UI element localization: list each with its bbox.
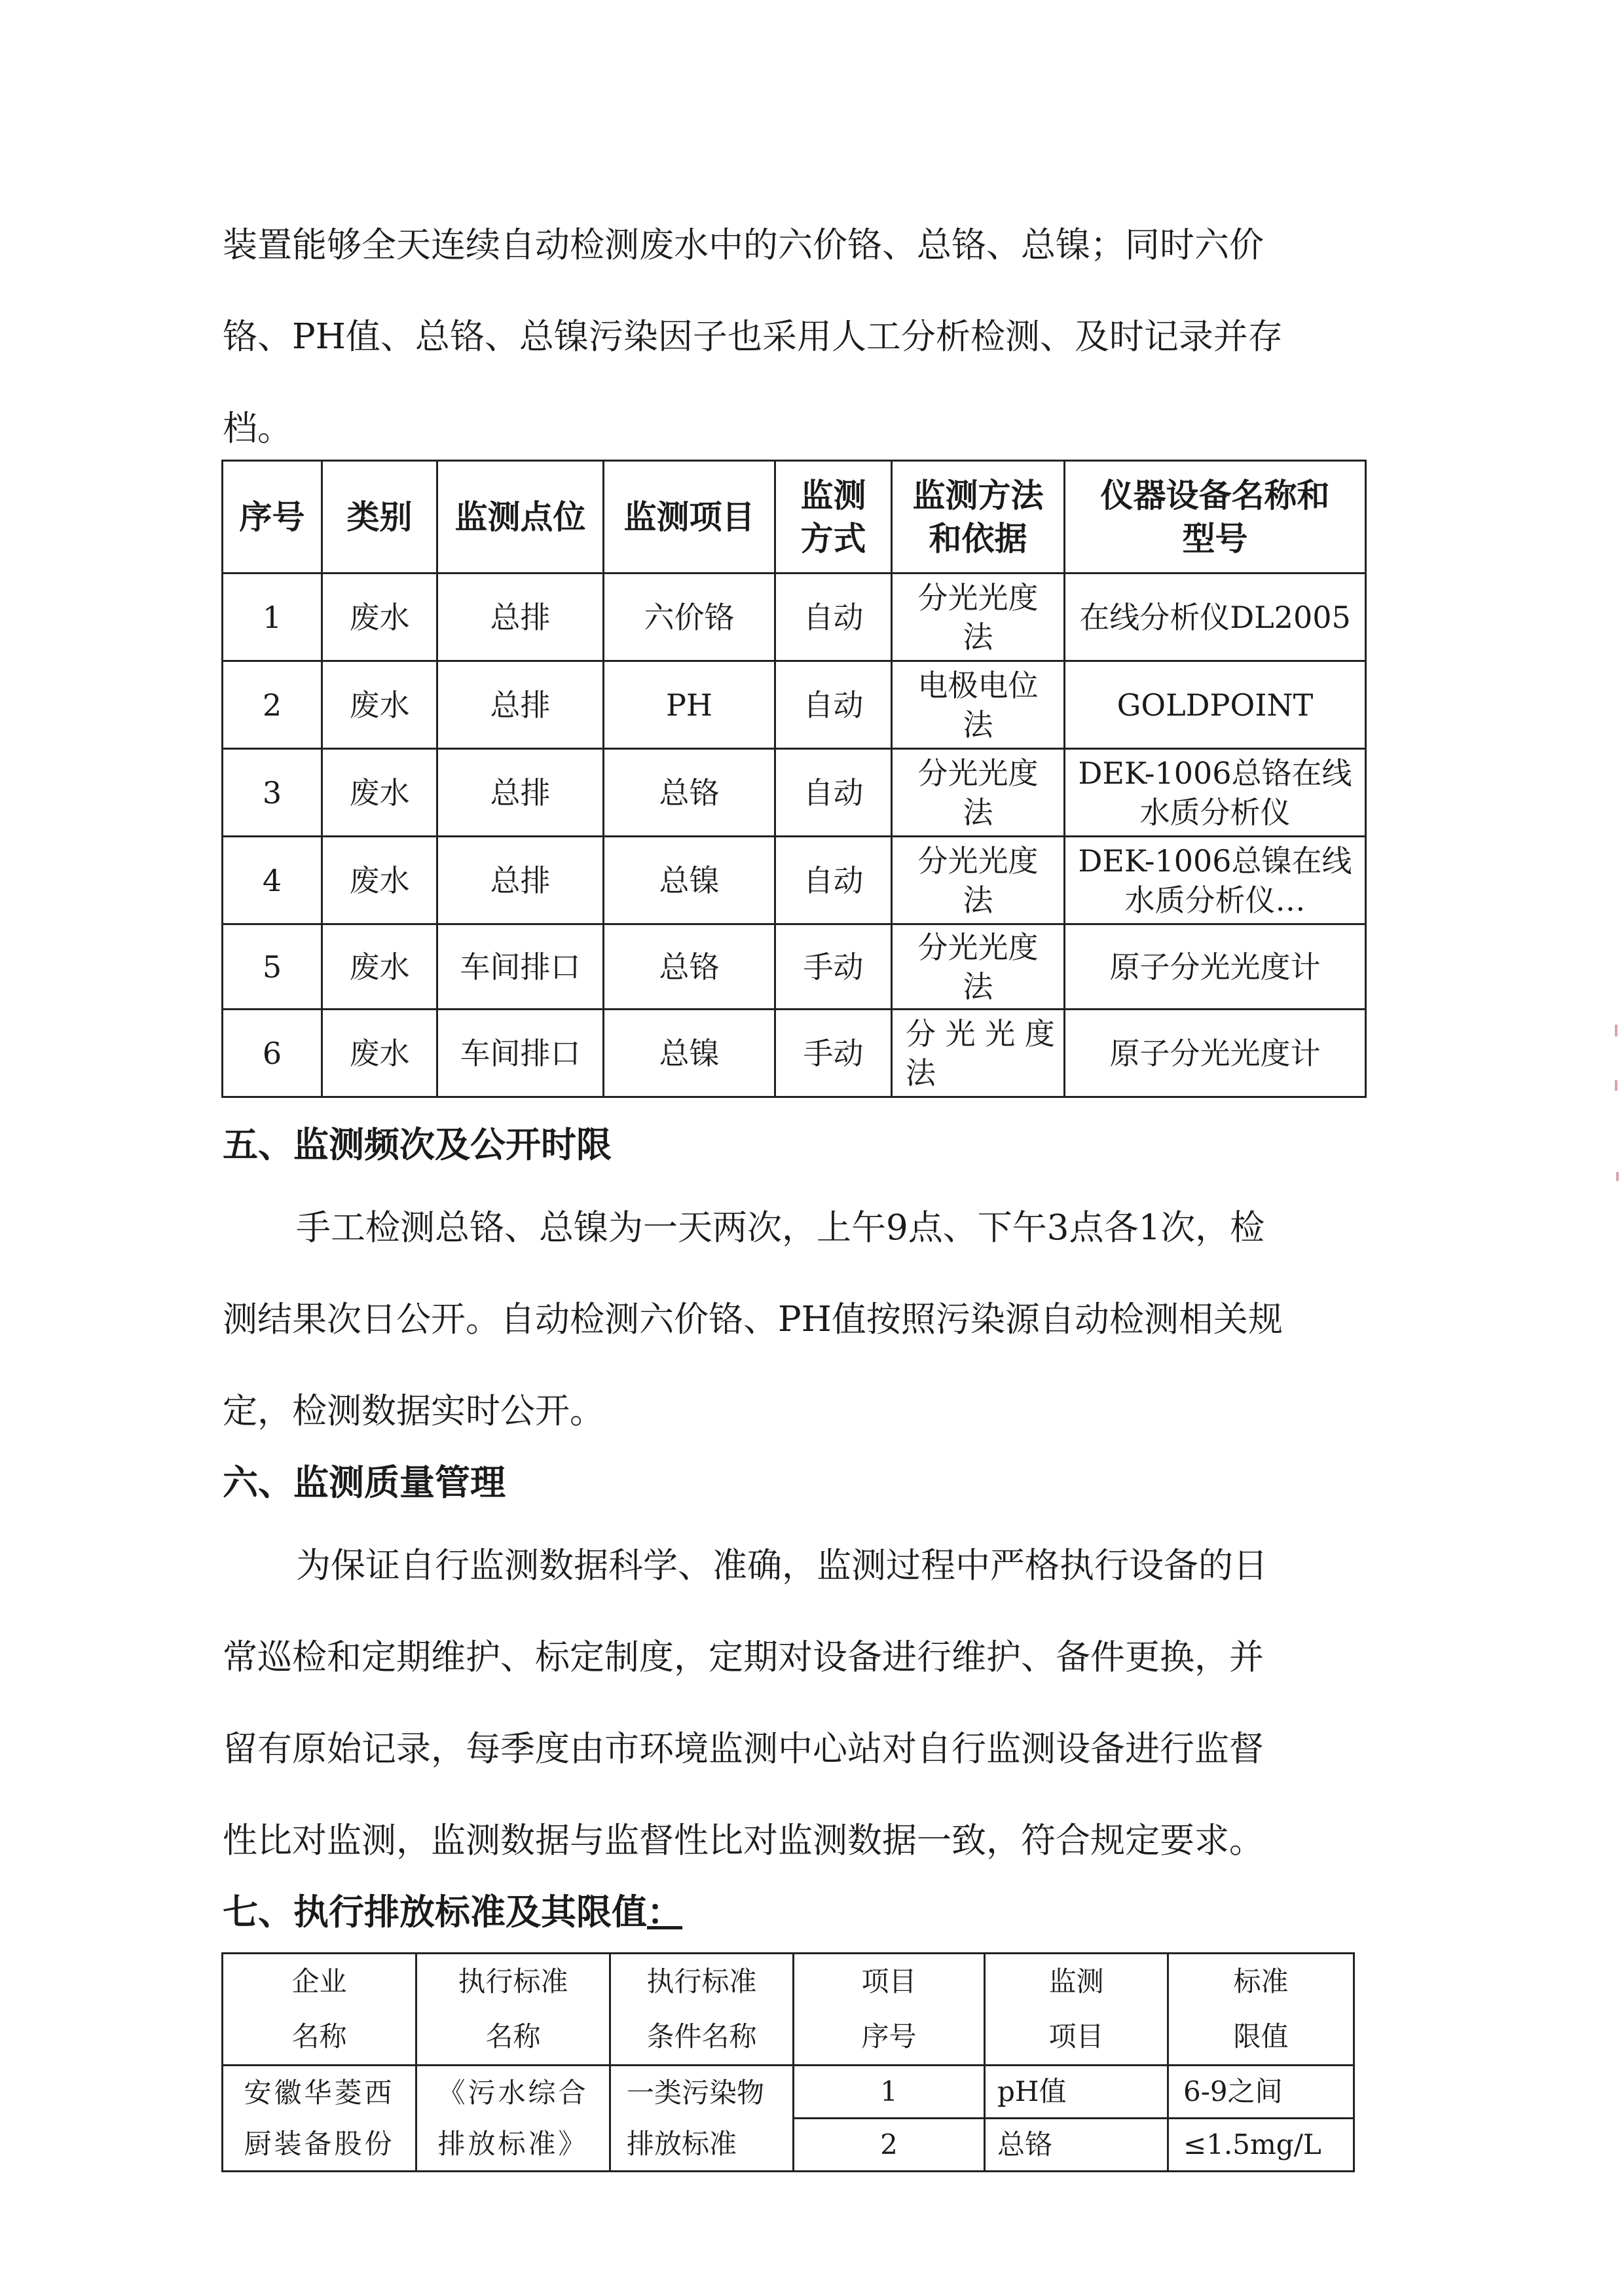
cell-equipment bbox=[1065, 574, 1366, 661]
cell-mode: 手动 bbox=[775, 924, 892, 1010]
cell-mode: 手动 bbox=[775, 1010, 892, 1097]
equipment-line: DEK-1006总铬在线 bbox=[1078, 755, 1352, 791]
table-row bbox=[223, 837, 1366, 924]
method-line: 法 bbox=[963, 794, 993, 830]
section-5-paragraph bbox=[223, 1182, 1435, 1457]
equipment-line: 在线分析仪DL2005 bbox=[1079, 599, 1351, 635]
standard-line: 《污水综合 bbox=[437, 2076, 589, 2109]
cell-mode: 自动 bbox=[775, 837, 892, 924]
section-6-line: 常巡检和定期维护、标定制度，定期对设备进行维护、备件更换，并 bbox=[223, 1637, 1264, 1677]
table-row bbox=[223, 661, 1366, 749]
header-limit-line: 限值 bbox=[1233, 2020, 1289, 2052]
cell-no: 5 bbox=[223, 924, 322, 1010]
cell-mode: 自动 bbox=[775, 749, 892, 837]
cell-point: 总排 bbox=[437, 574, 604, 661]
cell-point: 总排 bbox=[437, 749, 604, 837]
method-line: 分光光度 bbox=[917, 755, 1039, 791]
header-condition-line: 条件名称 bbox=[646, 2020, 757, 2052]
cell-method bbox=[892, 837, 1065, 924]
cell-mode: 自动 bbox=[775, 574, 892, 661]
header-company-line: 名称 bbox=[291, 2020, 347, 2052]
header-item: 监测项目 bbox=[604, 461, 775, 574]
cell-equipment bbox=[1065, 661, 1366, 749]
company-line: 安徽华菱西 bbox=[244, 2076, 395, 2109]
standard-table bbox=[221, 1952, 1355, 2172]
cell-company bbox=[223, 2066, 416, 2172]
section-5-line: 定，检测数据实时公开。 bbox=[223, 1391, 604, 1431]
header-point: 监测点位 bbox=[437, 461, 604, 574]
header-method-line: 监测方法 bbox=[912, 475, 1044, 515]
cell-item: 总铬 bbox=[985, 2119, 1168, 2172]
cell-no: 4 bbox=[223, 837, 322, 924]
method-line: 电极电位 bbox=[917, 667, 1039, 703]
cell-standard bbox=[416, 2066, 610, 2172]
header-limit bbox=[1168, 1954, 1354, 2066]
cell-equipment bbox=[1065, 924, 1366, 1010]
company-line: 厨装备股份 bbox=[244, 2127, 395, 2160]
equipment-line: 水质分析仪… bbox=[1124, 882, 1306, 918]
method-line: 法 bbox=[963, 619, 993, 655]
header-company-line: 企业 bbox=[291, 1965, 347, 1997]
monitoring-table bbox=[221, 460, 1367, 1098]
method-line: 分 光 光 度 bbox=[906, 1015, 1055, 1051]
method-line: 分光光度 bbox=[917, 929, 1039, 965]
method-line: 法 bbox=[963, 968, 993, 1004]
table-row bbox=[223, 574, 1366, 661]
cell-equipment bbox=[1065, 749, 1366, 837]
cell-category: 废水 bbox=[322, 837, 437, 924]
header-standard-line: 名称 bbox=[485, 2020, 541, 2052]
cell-method bbox=[892, 924, 1065, 1010]
table-row bbox=[223, 1010, 1366, 1097]
header-item bbox=[985, 1954, 1168, 2066]
equipment-line: GOLDPOINT bbox=[1116, 687, 1314, 723]
section-5-line: 手工检测总铬、总镍为一天两次，上午9点、下午3点各1次，检 bbox=[296, 1208, 1265, 1248]
cell-equipment bbox=[1065, 1010, 1366, 1097]
cell-point: 总排 bbox=[437, 837, 604, 924]
header-standard bbox=[416, 1954, 610, 2066]
section-6-paragraph bbox=[223, 1520, 1435, 1887]
header-condition bbox=[610, 1954, 794, 2066]
cell-item: 总镍 bbox=[604, 1010, 775, 1097]
scan-mark bbox=[1615, 1025, 1617, 1036]
method-line: 法 bbox=[963, 706, 993, 742]
header-limit-line: 标准 bbox=[1233, 1965, 1289, 1997]
header-item-line: 监测 bbox=[1048, 1965, 1104, 1997]
section-5-title: 五、监测频次及公开时限 bbox=[223, 1123, 612, 1165]
section-6-title: 六、监测质量管理 bbox=[223, 1461, 506, 1503]
cell-seq: 2 bbox=[794, 2119, 985, 2172]
header-method bbox=[892, 461, 1065, 574]
cell-no: 2 bbox=[223, 661, 322, 749]
cell-method bbox=[892, 661, 1065, 749]
method-line: 分光光度 bbox=[917, 579, 1039, 615]
cell-method bbox=[892, 574, 1065, 661]
header-equipment bbox=[1065, 461, 1366, 574]
header-seq bbox=[794, 1954, 985, 2066]
intro-line: 铬、PH值、总铬、总镍污染因子也采用人工分析检测、及时记录并存 bbox=[223, 317, 1283, 357]
condition-line: 排放标准 bbox=[627, 2127, 737, 2160]
cell-no: 3 bbox=[223, 749, 322, 837]
table-row bbox=[223, 2066, 1354, 2119]
method-line: 分光光度 bbox=[917, 843, 1039, 879]
cell-category: 废水 bbox=[322, 661, 437, 749]
cell-seq: 1 bbox=[794, 2066, 985, 2119]
header-mode bbox=[775, 461, 892, 574]
header-company bbox=[223, 1954, 416, 2066]
method-line: 法 bbox=[906, 1055, 936, 1091]
header-no: 序号 bbox=[223, 461, 322, 574]
cell-mode: 自动 bbox=[775, 661, 892, 749]
cell-item: 总镍 bbox=[604, 837, 775, 924]
cell-item: PH bbox=[604, 661, 775, 749]
table-row bbox=[223, 924, 1366, 1010]
section-5-line: 测结果次日公开。自动检测六价铬、PH值按照污染源自动检测相关规 bbox=[223, 1300, 1283, 1339]
cell-condition bbox=[610, 2066, 794, 2172]
section-6-line: 留有原始记录，每季度由市环境监测中心站对自行监测设备进行监督 bbox=[223, 1729, 1264, 1769]
cell-item: pH值 bbox=[985, 2066, 1168, 2119]
scan-mark bbox=[1615, 1080, 1617, 1091]
equipment-line: 原子分光光度计 bbox=[1109, 1035, 1321, 1071]
cell-point: 总排 bbox=[437, 661, 604, 749]
cell-item: 总铬 bbox=[604, 749, 775, 837]
section-7-title-main: 七、执行排放标准及其限值 bbox=[223, 1891, 647, 1933]
equipment-line: 水质分析仪 bbox=[1139, 794, 1291, 830]
header-category: 类别 bbox=[322, 461, 437, 574]
cell-category: 废水 bbox=[322, 924, 437, 1010]
cell-category: 废水 bbox=[322, 749, 437, 837]
cell-no: 1 bbox=[223, 574, 322, 661]
cell-point: 车间排口 bbox=[437, 924, 604, 1010]
cell-no: 6 bbox=[223, 1010, 322, 1097]
method-line: 法 bbox=[963, 882, 993, 918]
header-equipment-line: 仪器设备名称和 bbox=[1100, 475, 1330, 515]
cell-limit: 6-9之间 bbox=[1168, 2066, 1354, 2119]
cell-method bbox=[892, 1010, 1065, 1097]
intro-line: 档。 bbox=[223, 409, 292, 448]
scan-mark bbox=[1616, 1172, 1619, 1181]
header-equipment-line: 型号 bbox=[1182, 519, 1248, 558]
equipment-line: 原子分光光度计 bbox=[1109, 949, 1321, 985]
table-row bbox=[223, 749, 1366, 837]
section-6-line: 性比对监测，监测数据与监督性比对监测数据一致，符合规定要求。 bbox=[223, 1821, 1264, 1861]
header-seq-line: 序号 bbox=[861, 2020, 917, 2052]
header-item-line: 项目 bbox=[1048, 2020, 1104, 2052]
header-mode-line: 方式 bbox=[800, 519, 866, 558]
header-mode-line: 监测 bbox=[800, 475, 866, 515]
header-standard-line: 执行标准 bbox=[458, 1965, 568, 1997]
header-seq-line: 项目 bbox=[861, 1965, 917, 1997]
equipment-line: DEK-1006总镍在线 bbox=[1078, 843, 1352, 879]
cell-item: 总铬 bbox=[604, 924, 775, 1010]
cell-item: 六价铬 bbox=[604, 574, 775, 661]
cell-point: 车间排口 bbox=[437, 1010, 604, 1097]
table-header-row bbox=[223, 1954, 1354, 2066]
header-method-line: 和依据 bbox=[929, 519, 1027, 558]
section-7-title bbox=[223, 1884, 682, 1935]
cell-equipment bbox=[1065, 837, 1366, 924]
cell-category: 废水 bbox=[322, 1010, 437, 1097]
condition-line: 一类污染物 bbox=[627, 2076, 765, 2109]
intro-line: 装置能够全天连续自动检测废水中的六价铬、总铬、总镍；同时六价 bbox=[223, 225, 1264, 265]
section-7-title-tail: ： bbox=[647, 1891, 682, 1933]
table-header-row bbox=[223, 461, 1366, 574]
standard-line: 排放标准》 bbox=[437, 2127, 589, 2160]
header-condition-line: 执行标准 bbox=[646, 1965, 757, 1997]
intro-paragraph bbox=[223, 200, 1362, 475]
cell-method bbox=[892, 749, 1065, 837]
cell-limit: ≤1.5mg/L bbox=[1168, 2119, 1354, 2172]
section-6-line: 为保证自行监测数据科学、准确，监测过程中严格执行设备的日 bbox=[296, 1546, 1268, 1586]
cell-category: 废水 bbox=[322, 574, 437, 661]
